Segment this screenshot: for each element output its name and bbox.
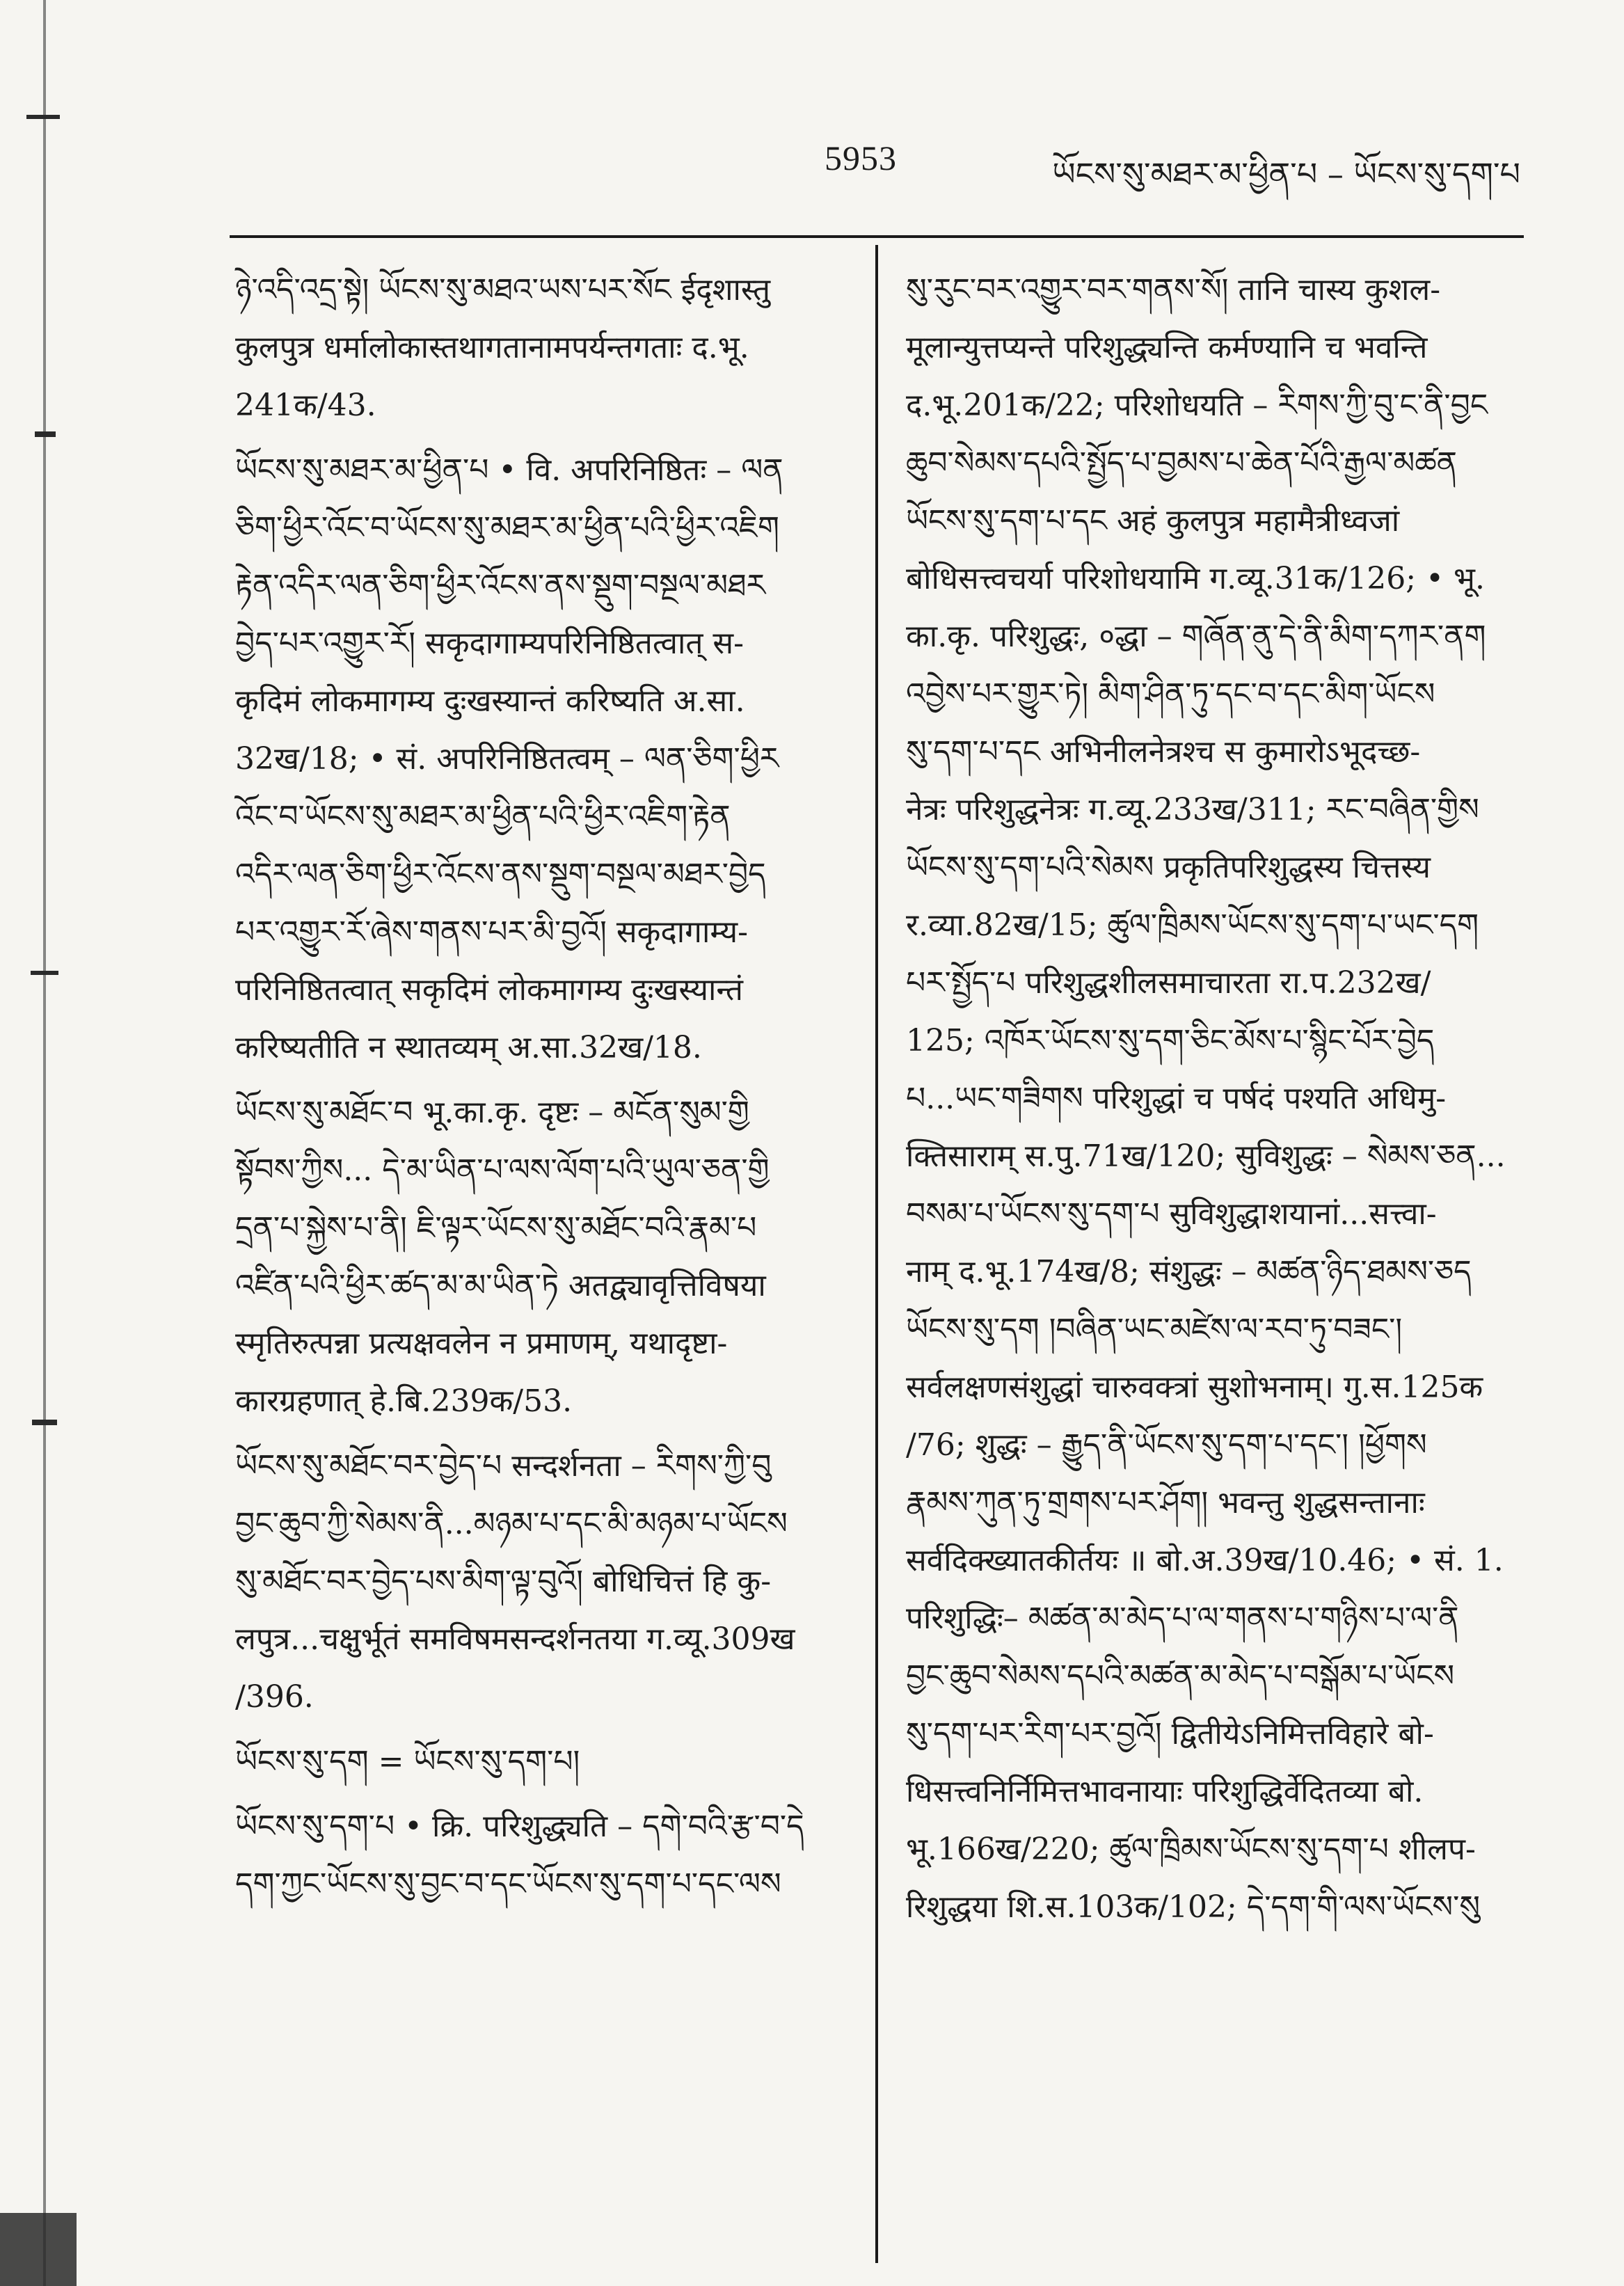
text-line: कारग्रहणात् हे.बि.239क/53.: [235, 1383, 573, 1419]
text-line: मूलान्युत्तप्यन्ते परिशुद्ध्यन्ति कर्मण्यानि च भवन्ति: [906, 330, 1428, 365]
binding-edge-marks: [0, 0, 77, 2286]
text-line: ཡོངས་སུ་དག་པ་དང अहं कुलपुत्र महामैत्रीध्वजां: [906, 503, 1400, 539]
text-line: ཉེ་འདི་འདྲ་སྟེ། ཡོངས་སུ་མཐའ་ཡས་པར་སོང ईदृशास्तु: [235, 272, 771, 308]
text-line: བྱང་ཆུབ་ཀྱི་སེམས་ནི...མཉམ་པ་དང་མི་མཉམ་པ་ཡོངས: [235, 1506, 788, 1541]
text-line: क्तिसाराम् स.पु.71ख/120; सुविशुद्धः – སེམས་ཅན...: [906, 1138, 1506, 1174]
text-line: སུ་མཐོང་བར་བྱེད་པས་མིག་ལྟ་བུའོ། बोधिचित्तं हि कु-: [235, 1564, 772, 1599]
entry-headword-line: ཡོངས་སུ་མཐོང་བ भू.का.कृ. दृष्टः – མངོན་སུམ་གྱི: [235, 1095, 749, 1130]
text-line: བསམ་པ་ཡོངས་སུ་དག་པ सुविशुद्धाशयानां...सत्त्वा-: [906, 1196, 1437, 1232]
text-line: དག་ཀྱང་ཡོངས་སུ་བྱང་བ་དང་ཡོངས་སུ་དག་པ་དང་ལས: [235, 1866, 781, 1902]
text-line: བྱེད་པར་འགྱུར་རོ། सकृदागाम्यपरिनिष्ठितत्वात् स-: [235, 626, 745, 661]
entry-headword-line: ཡོངས་སུ་དག་པ • क्रि. परिशुद्ध्यति – དགེ་བའི་རྩ་བ་དེ: [235, 1809, 804, 1844]
text-line: པར་སྤྱོད་པ परिशुद्धशीलसमाचारता रा.प.232ख/: [906, 965, 1431, 1001]
text-line: ཆུབ་སེམས་དཔའི་སྤྱོད་པ་བྱམས་པ་ཆེན་པོའི་རྒྱལ་མཚན: [906, 445, 1457, 481]
page-number: 5953: [825, 138, 897, 177]
text-line: འཛིན་པའི་ཕྱིར་ཚད་མ་མ་ཡིན་ཏེ अतद्व्यावृत्तिविषया: [235, 1268, 766, 1303]
text-line: བྱང་ཆུབ་སེམས་དཔའི་མཚན་མ་མེད་པ་བསྒོམ་པ་ཡོངས: [906, 1658, 1455, 1694]
header-rule: [230, 235, 1524, 238]
text-line: འདིར་ལན་ཅིག་ཕྱིར་འོངས་ནས་སྡུག་བསྔལ་མཐར་བྱེད: [235, 857, 766, 892]
text-line: द.भू.201क/22; परिशोधयति – རིགས་ཀྱི་བུ་ང་ནི་བྱང: [906, 388, 1488, 423]
text-line: लपुत्र...चक्षुर्भूतं समविषमसन्दर्शनतया ग.व्यू.309ख: [235, 1621, 795, 1657]
text-line: རྣམས་ཀུན་ཏུ་གྲགས་པར་ཤོག། भवन्तु शुद्धसन्तानाः: [906, 1485, 1425, 1521]
text-line: འོང་བ་ཡོངས་སུ་མཐར་མ་ཕྱིན་པའི་ཕྱིར་འཇིག་རྟེན: [235, 799, 731, 834]
text-line: स्मृतिरुत्पन्ना प्रत्यक्षवलेन न प्रमाणम्, यथादृष्टा-: [235, 1326, 728, 1361]
text-line: का.कृ. परिशुद्धः, ०द्धा – གཞོན་ནུ་དེ་ནི་མིག་དཀར་ནག: [906, 619, 1486, 654]
running-head: ཡོངས་སུ་མཐར་མ་ཕྱིན་པ – ཡོངས་སུ་དག་པ: [1052, 155, 1520, 193]
text-line: སུ་དག་པ་དང अभिनीलनेत्रश्च स कुमारोऽभूदच्छ-: [906, 734, 1421, 770]
text-line: སྟོབས་ཀྱིས... དེ་མ་ཡིན་པ་ལས་ལོག་པའི་ཡུལ་ཅན་གྱི: [235, 1152, 770, 1188]
text-line: कुलपुत्र धर्मालोकास्तथागतानामपर्यन्तगताः द.भू.: [235, 330, 749, 365]
text-line: करिष्यतीति न स्थातव्यम् अ.सा.32ख/18.: [235, 1030, 702, 1065]
text-line: ཅིག་ཕྱིར་འོང་བ་ཡོངས་སུ་མཐར་མ་ཕྱིན་པའི་ཕྱིར་འཇིག: [235, 510, 779, 546]
text-line: 32ख/18; • सं. अपरिनिष्ठितत्वम् – ལན་ཅིག་ཕྱིར: [235, 741, 779, 777]
text-line: འབྱེས་པར་གྱུར་ཏེ། མིག་ཤིན་ཏུ་དང་བ་དང་མིག་ཡོངས: [906, 676, 1435, 712]
text-line: 241क/43.: [235, 388, 376, 423]
entry-headword-line: ཡོངས་སུ་དག = ཡོངས་སུ་དག་པ།: [235, 1744, 580, 1779]
text-line: པར་འགྱུར་རོ་ཞེས་གནས་པར་མི་བྱའོ། सकृदागाम्य-: [235, 914, 749, 950]
text-line: कृदिमं लोकमागम्य दुःखस्यान्तं करिष्यति अ.सा.: [235, 683, 745, 719]
text-line: /396.: [235, 1679, 314, 1715]
text-line: धिसत्त्वनिर्निमित्तभावनायाः परिशुद्धिर्वेदितव्या बो.: [906, 1774, 1424, 1809]
left-column: [235, 261, 842, 1913]
text-line: /76; शुद्धः – རྒྱུད་ནི་ཡོངས་སུ་དག་པ་དང་། །ཕྱོགས: [906, 1427, 1427, 1463]
text-line: रिशुद्धया शि.स.103क/102; དེ་དག་གི་ལས་ཡོངས་སུ: [906, 1889, 1481, 1925]
text-line: པ...ཡང་གཟིགས परिशुद्धां च पर्षदं पश्यति अधिमु-: [906, 1081, 1447, 1116]
text-line: नेत्रः परिशुद्धनेत्रः ग.व्यू.233ख/311; རང་བཞིན་གྱིས: [906, 792, 1479, 827]
text-line: སུ་རུང་བར་འགྱུར་བར་གནས་སོ། तानि चास्य कुशल-: [906, 272, 1441, 308]
text-line: ཡོངས་སུ་དག་པའི་སེམས प्रकृतिपरिशुद्धस्य चित्तस्य: [906, 850, 1431, 885]
text-line: सर्वदिक्ख्यातकीर्तयः ॥ बो.अ.39ख/10.46; • सं. 1.: [906, 1543, 1504, 1578]
text-line: སུ་དག་པར་རིག་པར་བྱའོ། द्वितीयेऽनिमित्तविहारे बो-: [906, 1716, 1434, 1752]
text-line: भू.166ख/220; ཚུལ་ཁྲིམས་ཡོངས་སུ་དག་པ शीलप-: [906, 1832, 1476, 1867]
text-line: 125; འཁོར་ཡོངས་སུ་དག་ཅིང་མོས་པ་སྙིང་པོར་བྱེད: [906, 1023, 1435, 1058]
right-column: [906, 261, 1525, 1936]
text-line: परिनिष्ठितत्वात् सकृदिमं लोकमागम्य दुःखस्यान्तं: [235, 972, 743, 1008]
text-line: र.व्या.82ख/15; ཚུལ་ཁྲིམས་ཡོངས་སུ་དག་པ་ཡང་དག: [906, 907, 1479, 943]
text-line: बोधिसत्त्वचर्या परिशोधयामि ग.व्यू.31क/126; • भू.: [906, 561, 1485, 596]
text-line: རྟེན་འདིར་ལན་ཅིག་ཕྱིར་འོངས་ནས་སྡུག་བསྔལ་མཐར: [235, 568, 765, 603]
text-line: सर्वलक्षणसंशुद्धां चारुवक्त्रां सुशोभनाम्। गु.स.125क: [906, 1370, 1483, 1405]
text-line: ཡོངས་སུ་དག །བཞིན་ཡང་མཛེས་ལ་རབ་ཏུ་བཟང་།: [906, 1312, 1403, 1347]
text-line: དྲན་པ་སྐྱེས་པ་ནི། ཇི་ལྟར་ཡོངས་སུ་མཐོང་བའི་རྣམ་པ: [235, 1210, 757, 1246]
column-divider: [875, 245, 878, 2263]
entry-headword-line: ཡོངས་སུ་མཐོང་བར་བྱེད་པ सन्दर्शनता – རིགས་ཀྱི་བུ: [235, 1448, 772, 1484]
entry-headword-line: ཡོངས་སུ་མཐར་མ་ཕྱིན་པ • वि. अपरिनिष्ठितः – ལན: [235, 452, 783, 488]
text-line: परिशुद्धिः– མཚན་མ་མེད་པ་ལ་གནས་པ་གཉིས་པ་ལ་ནི: [906, 1601, 1459, 1636]
text-line: नाम् द.भू.174ख/8; संशुद्धः – མཚན་ཉིད་ཐམས་ཅད: [906, 1254, 1472, 1289]
